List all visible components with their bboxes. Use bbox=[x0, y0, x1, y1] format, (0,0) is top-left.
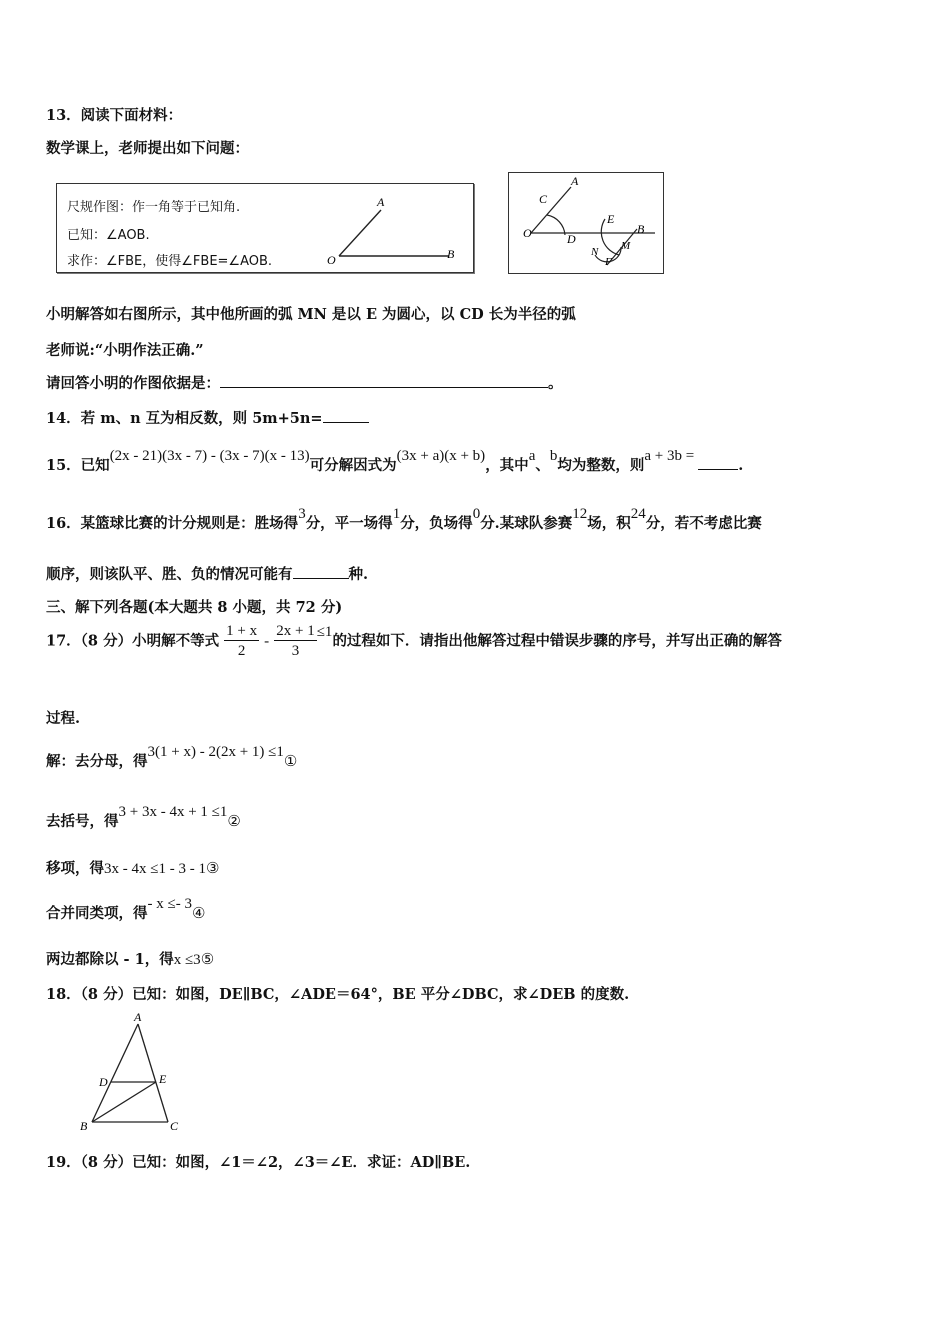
q17-step-1 bbox=[46, 744, 298, 771]
q13-question-text: 请回答小明的作图依据是： bbox=[46, 375, 220, 392]
q16-n5: 24 bbox=[630, 506, 646, 522]
q13-teacher: 老师说:“小明作法正确.” bbox=[46, 342, 204, 359]
q17-step-5 bbox=[46, 948, 214, 969]
q15-sep: 、 bbox=[535, 457, 550, 474]
label-B: B bbox=[447, 247, 455, 261]
q15-expr1: (2x - 21)(3x - 7) - (3x - 7)(x - 13) bbox=[109, 448, 310, 464]
q16-p2: 分，平一场得 bbox=[305, 515, 393, 532]
q15-end: . bbox=[738, 457, 744, 474]
step-3-mark: ③ bbox=[205, 861, 220, 877]
q15-mid2: ，其中 bbox=[485, 457, 529, 474]
step-1-mark: ① bbox=[283, 754, 298, 770]
q15-expr3: a + 3b = bbox=[644, 448, 695, 464]
step-2-mark: ② bbox=[227, 814, 241, 830]
fig-label-N: N bbox=[591, 246, 599, 258]
q16-n3: 0 bbox=[472, 506, 481, 522]
q17-frac1-den: 2 bbox=[237, 643, 246, 659]
q13-end: 。 bbox=[548, 375, 563, 392]
q15-mid3: 均为整数，则 bbox=[557, 457, 645, 474]
step-4-mark: ④ bbox=[191, 906, 206, 922]
q16-p3: 分，负场得 bbox=[400, 515, 473, 532]
problem-box bbox=[56, 183, 474, 273]
q16-line2-text: 顺序，则该队平、胜、负的情况可能有 bbox=[46, 566, 293, 583]
q17-prefix: 17．（8 分）小明解不等式 bbox=[46, 632, 220, 650]
q15-expr2: (3x + a)(x + b) bbox=[396, 448, 486, 464]
q13-title: 13．阅读下面材料： bbox=[46, 107, 183, 124]
q16-line1 bbox=[46, 506, 762, 533]
tri-label-C: C bbox=[170, 1119, 179, 1133]
q17-line1 bbox=[46, 622, 782, 661]
tri-label-B: B bbox=[80, 1119, 88, 1133]
q15 bbox=[46, 448, 744, 475]
label-O: O bbox=[327, 253, 336, 267]
fig-label-C: C bbox=[539, 192, 548, 206]
q16-line2 bbox=[46, 563, 368, 584]
fig-label-E: E bbox=[607, 212, 615, 226]
q13-answer-blank[interactable] bbox=[220, 373, 548, 388]
box-line-3: 求作：∠FBE，使得∠FBE=∠AOB. bbox=[67, 254, 273, 269]
q17-le1: ≤1 bbox=[316, 623, 333, 640]
step-4-label: 合并同类项，得 bbox=[46, 905, 148, 922]
q16-n1: 3 bbox=[298, 506, 306, 522]
step-2-label: 去括号，得 bbox=[46, 813, 119, 830]
step-3-expr: 3x - 4x ≤1 - 3 - 1 bbox=[104, 861, 206, 877]
q18-text: 18．（8 分）已知：如图，DE∥BC，∠ADE＝64°，BE 平分∠DBC，求∠DEB 的度数. bbox=[46, 986, 630, 1003]
q16-p6: 分，若不考虑比赛 bbox=[645, 515, 762, 532]
q17-frac2 bbox=[274, 622, 316, 661]
fig-label-D: D bbox=[567, 232, 576, 246]
q15-b: b bbox=[549, 448, 558, 464]
q16-line2-end: 种. bbox=[348, 566, 369, 583]
q17-frac1 bbox=[224, 622, 259, 661]
step-5-mark: ⑤ bbox=[200, 952, 215, 968]
q17-step-4 bbox=[46, 896, 206, 923]
step-2-expr: 3 + 3x - 4x + 1 ≤1 bbox=[118, 804, 228, 820]
q16-p1: 16．某篮球比赛的计分规则是：胜场得 bbox=[46, 515, 299, 532]
construction-figure-box bbox=[508, 172, 664, 274]
q15-answer-blank[interactable] bbox=[698, 455, 738, 470]
q17-step-2 bbox=[46, 804, 241, 831]
construction-figure bbox=[509, 173, 663, 273]
q13-answer-desc: 小明解答如右图所示，其中他所画的弧 MN 是以 E 为圆心，以 CD 长为半径的弧 bbox=[46, 306, 576, 323]
step-5-label: 两边都除以 - 1，得 bbox=[46, 951, 174, 968]
label-A: A bbox=[377, 195, 385, 209]
q15-a: a bbox=[528, 448, 536, 464]
q17-frac2-den: 3 bbox=[291, 643, 300, 659]
fig-label-B: B bbox=[637, 222, 645, 236]
step-5-expr: x ≤3 bbox=[173, 952, 201, 968]
q16-p4: 分.某球队参赛 bbox=[480, 515, 573, 532]
box-line-2: 已知：∠AOB. bbox=[67, 228, 150, 243]
step-1-label: 解：去分母，得 bbox=[46, 753, 148, 770]
q16-answer-blank[interactable] bbox=[293, 564, 349, 579]
fig-label-M: M bbox=[621, 240, 631, 252]
q16-n2: 1 bbox=[392, 506, 401, 522]
q17-step-3 bbox=[46, 857, 219, 878]
q15-mid: 可分解因式为 bbox=[309, 457, 397, 474]
tri-label-A: A bbox=[134, 1010, 142, 1024]
step-1-expr: 3(1 + x) - 2(2x + 1) ≤1 bbox=[147, 744, 284, 760]
step-4-expr: - x ≤- 3 bbox=[147, 896, 192, 912]
q17-frac1-num: 1 + x bbox=[226, 623, 258, 639]
q14 bbox=[46, 407, 369, 428]
q16-p5: 场，积 bbox=[587, 515, 631, 532]
q17-minus: - bbox=[264, 633, 270, 650]
q13-intro: 数学课上，老师提出如下问题： bbox=[46, 140, 249, 157]
q17-line2: 过程. bbox=[46, 710, 81, 727]
q14-answer-blank[interactable] bbox=[323, 408, 369, 423]
fig-label-F: F bbox=[605, 256, 612, 268]
q17-frac2-num: 2x + 1 bbox=[276, 623, 315, 639]
fig-label-A: A bbox=[571, 174, 579, 188]
q13-question bbox=[46, 372, 563, 393]
section3-title: 三、解下列各题(本大题共 8 小题，共 72 分) bbox=[46, 599, 343, 616]
q14-text: 14．若 m、n 互为相反数，则 5m+5n= bbox=[46, 410, 323, 427]
q15-prefix: 15．已知 bbox=[46, 457, 110, 474]
q19-text: 19．（8 分）已知：如图，∠1＝∠2，∠3＝∠E．求证：AD∥BE. bbox=[46, 1154, 471, 1171]
q17-suffix: 的过程如下．请指出他解答过程中错误步骤的序号，并写出正确的解答 bbox=[332, 632, 782, 650]
q16-n4: 12 bbox=[572, 506, 588, 522]
q18-triangle-figure bbox=[76, 1010, 196, 1135]
tri-label-E: E bbox=[159, 1072, 167, 1086]
tri-label-D: D bbox=[99, 1075, 108, 1089]
box-line-1: 尺规作图：作一角等于已知角. bbox=[67, 200, 241, 215]
fig-label-O: O bbox=[523, 226, 532, 240]
step-3-label: 移项，得 bbox=[46, 860, 104, 877]
given-angle-figure bbox=[319, 184, 469, 272]
